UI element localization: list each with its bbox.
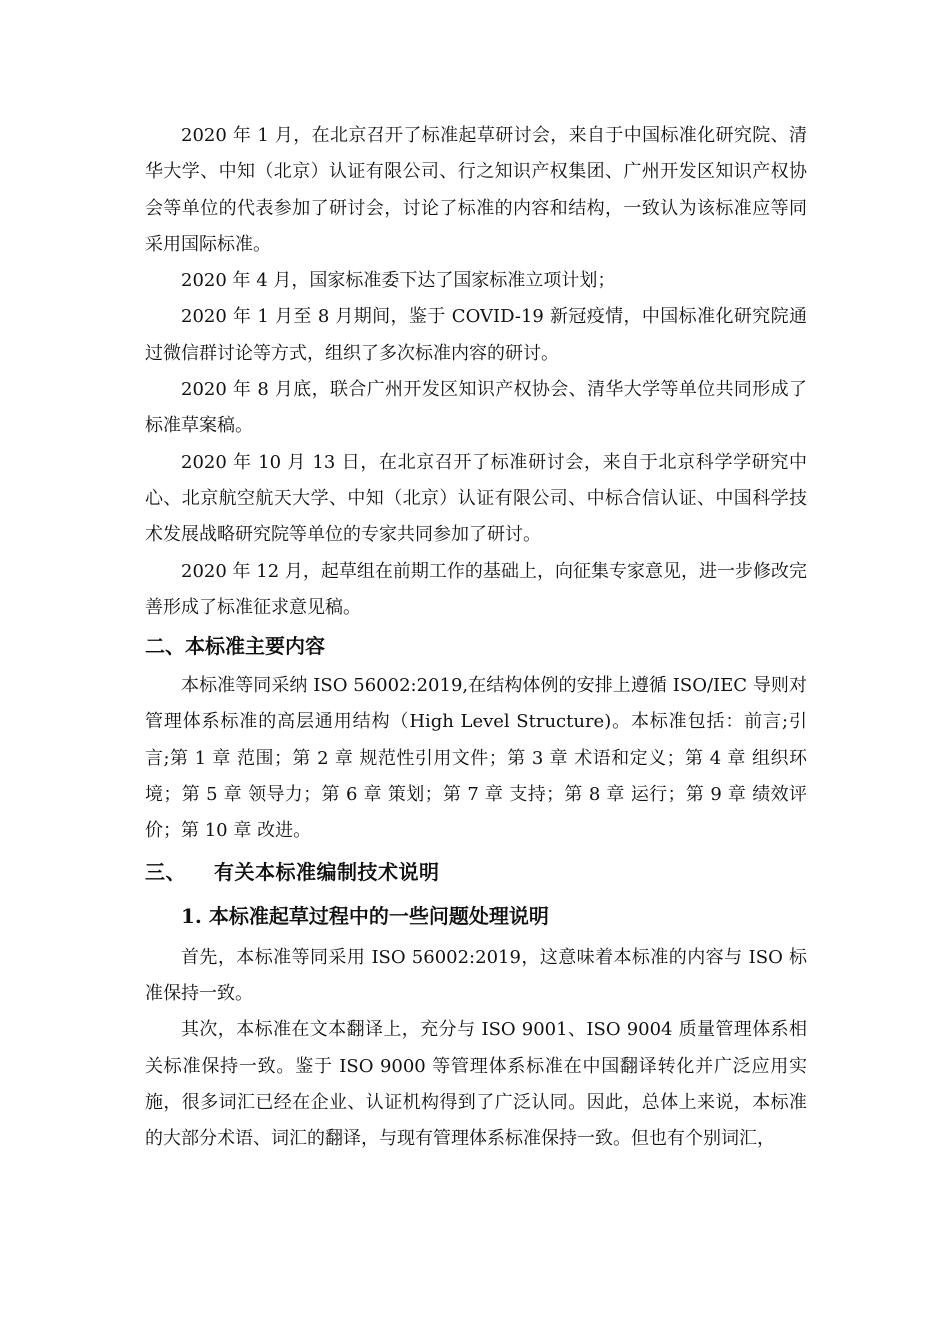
paragraph-secondly: 其次，本标准在文本翻译上，充分与 ISO 9001、ISO 9004 质量管理体系相关标准保持一致。鉴于 ISO 9000 等管理体系标准在中国翻译转化并广泛应用实施，很多词汇已经在企业、认证机构得到了广泛认同。因此，总体上来说，本标准的大部分术语、词汇的翻译，与现有管理体系标准保持一致。但也有个别词汇， — [145, 1019, 807, 1150]
paragraph-aug-2020-draft: 2020 年 8 月底，联合广州开发区知识产权协会、清华大学等单位共同形成了标准草案稿。 — [145, 379, 807, 437]
section-number: 三、 — [145, 859, 186, 884]
paragraph-firstly: 首先，本标准等同采用 ISO 56002:2019，这意味着本标准的内容与 ISO 标准保持一致。 — [145, 946, 807, 1004]
section-heading-main-content: 二、本标准主要内容 — [145, 634, 325, 659]
section-title: 有关本标准编制技术说明 — [214, 859, 440, 884]
paragraph-apr-2020-project: 2020 年 4 月，国家标准委下达了国家标准立项计划； — [181, 270, 616, 292]
paragraph-main-content: 本标准等同采纳 ISO 56002:2019,在结构体例的安排上遵循 ISO/IEC 导则对管理体系标准的高层通用结构（High Level Structure)。本标准包括：前言;引言;第 1 章 范围；第 2 章 规范性引用文件；第 3 章 术语和定义；第 4 章 组织环境；第 5 章 领导力；第 6 章 策划；第 7 章 支持；第 8 章 运行；第 9 章 绩效评价；第 10 章 改进。 — [145, 675, 807, 842]
paragraph-oct-2020-seminar: 2020 年 10 月 13 日，在北京召开了标准研讨会，来自于北京科学学研究中心、北京航空航天大学、中知（北京）认证有限公司、中标合信认证、中国科学技术发展战略研究院等单位的专家共同参加了研讨。 — [145, 451, 807, 546]
paragraph-jan-aug-2020-covid: 2020 年 1 月至 8 月期间，鉴于 COVID-19 新冠疫情，中国标准化研究院通过微信群讨论等方式，组织了多次标准内容的研讨。 — [145, 306, 807, 364]
document-body — [145, 118, 807, 1157]
subsection-heading-issues: 1. 本标准起草过程中的一些问题处理说明 — [181, 903, 549, 928]
paragraph-jan-2020-seminar: 2020 年 1 月，在北京召开了标准起草研讨会，来自于中国标准化研究院、清华大学、中知（北京）认证有限公司、行之知识产权集团、广州开发区知识产权协会等单位的代表参加了研讨会，讨论了标准的内容和结构，一致认为该标准应等同采用国际标准。 — [145, 125, 807, 255]
section-heading-technical-notes — [145, 852, 807, 892]
paragraph-dec-2020-consultation: 2020 年 12 月，起草组在前期工作的基础上，向征集专家意见，进一步修改完善形成了标准征求意见稿。 — [145, 560, 807, 618]
